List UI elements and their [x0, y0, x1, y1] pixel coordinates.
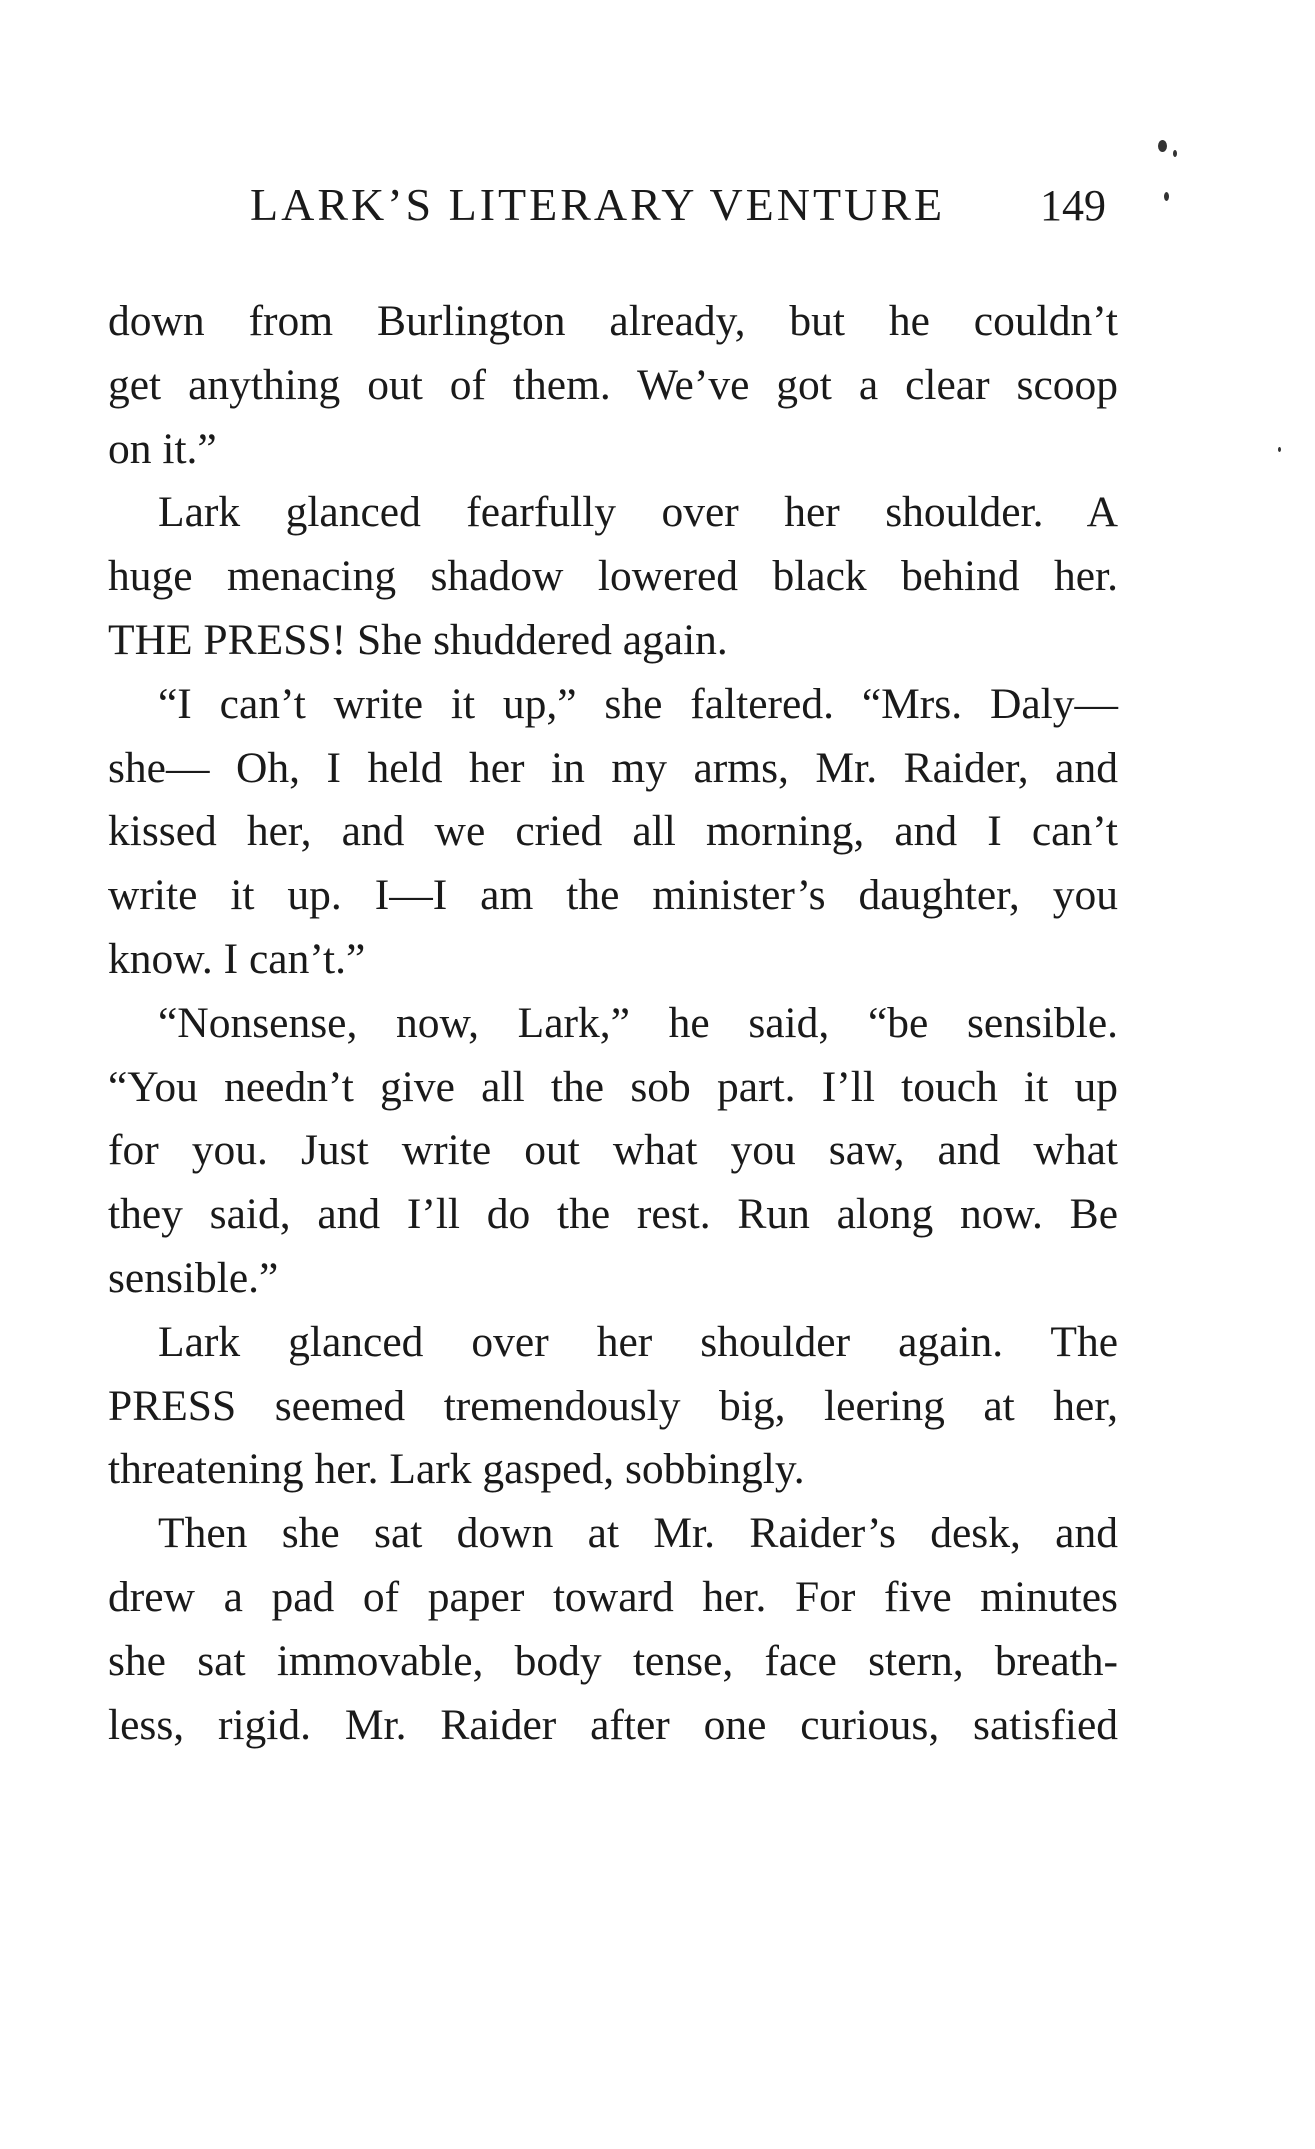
text-line: threatening her. Lark gasped, sobbingly. [108, 1445, 805, 1494]
text-line: “You needn’t give all the sob part. I’ll touch it up [108, 1062, 1118, 1111]
ink-speck [1164, 192, 1169, 201]
text-line: Lark glanced over her shoulder again. The [158, 1317, 1118, 1366]
text-line: less, rigid. Mr. Raider after one curious, satisfied [108, 1700, 1118, 1749]
text-line: Lark glanced fearfully over her shoulder. A [158, 488, 1118, 537]
text-line: get anything out of them. We’ve got a clear scoop [108, 360, 1118, 409]
text-line: “I can’t write it up,” she faltered. “Mrs. Daly— [158, 679, 1118, 728]
text-line: huge menacing shadow lowered black behind her. [108, 552, 1118, 601]
page-number: 149 [1040, 181, 1106, 230]
text-line: THE PRESS! She shuddered again. [108, 615, 728, 664]
text-line: “Nonsense, now, Lark,” he said, “be sensible. [158, 998, 1118, 1047]
text-line: know. I can’t.” [108, 934, 366, 983]
text-line: kissed her, and we cried all morning, and I can’t [108, 807, 1118, 856]
running-title: LARK’S LITERARY VENTURE [250, 179, 946, 230]
text-line: write it up. I—I am the minister’s daughter, you [108, 871, 1118, 920]
text-line: sensible.” [108, 1253, 279, 1302]
text-line: Then she sat down at Mr. Raider’s desk, and [158, 1509, 1118, 1558]
ink-speck [1158, 140, 1167, 152]
ink-speck [1278, 447, 1281, 452]
text-line: on it.” [108, 424, 217, 473]
text-line: PRESS seemed tremendously big, leering at her, [108, 1381, 1118, 1430]
text-line: she sat immovable, body tense, face stern, breath- [108, 1636, 1118, 1685]
text-line: down from Burlington already, but he couldn’t [108, 297, 1118, 345]
text-line: they said, and I’ll do the rest. Run along now. Be [108, 1190, 1118, 1239]
text-line: she— Oh, I held her in my arms, Mr. Raider, and [108, 743, 1118, 792]
running-head [250, 178, 1170, 238]
ink-speck [1173, 150, 1177, 157]
text-line: for you. Just write out what you saw, and what [108, 1126, 1118, 1175]
text-line: drew a pad of paper toward her. For five minutes [108, 1572, 1118, 1621]
body-text [108, 290, 1118, 1757]
